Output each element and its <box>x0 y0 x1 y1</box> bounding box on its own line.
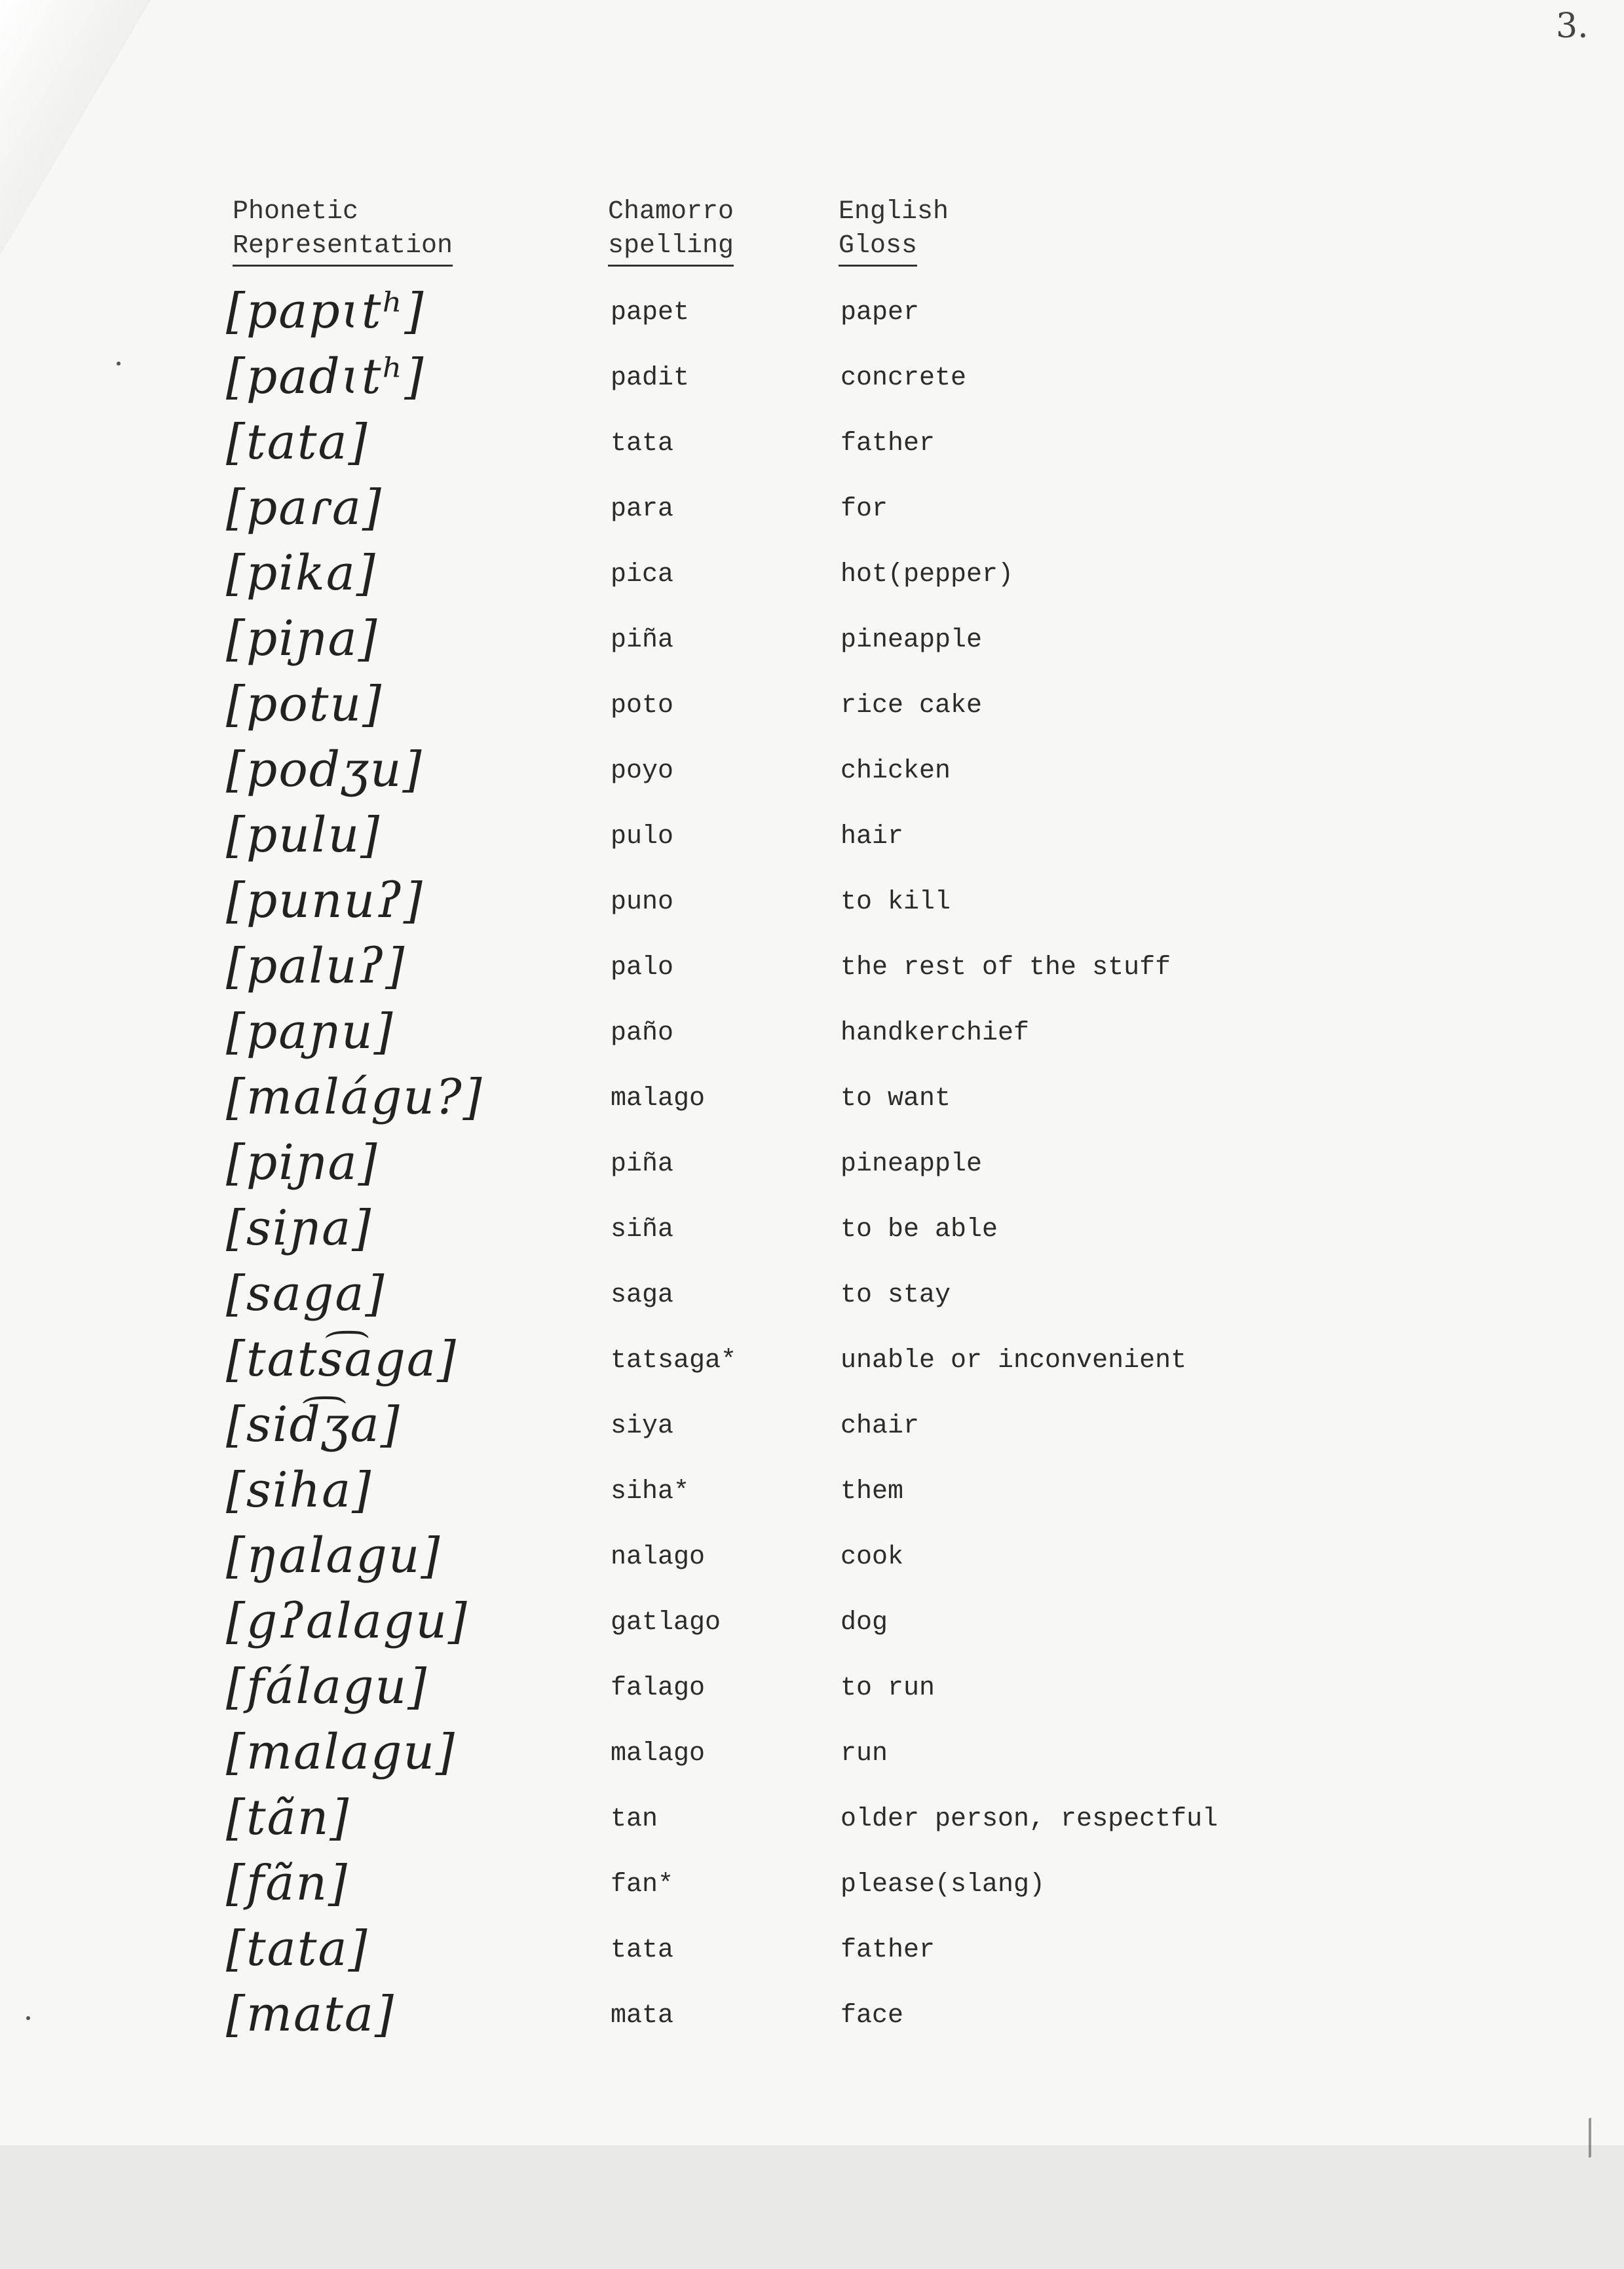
scan-bottom-band <box>0 2145 1624 2269</box>
english-cell: please(slang) <box>840 1870 1046 1900</box>
phonetic-cell: [ŋalagu] <box>226 1528 442 1584</box>
phonetic-cell: [potu] <box>226 676 383 732</box>
stray-dot <box>117 362 121 366</box>
chamorro-cell: tatsaga* <box>611 1346 737 1376</box>
english-cell: chair <box>840 1412 920 1441</box>
table-row <box>0 478 1624 544</box>
chamorro-cell: piña <box>611 626 674 655</box>
phonetic-cell: [tata] <box>226 414 369 470</box>
chamorro-cell: falago <box>611 1674 706 1703</box>
phonetic-cell: [tats͡aga] <box>226 1331 457 1387</box>
english-cell: pineapple <box>840 1150 983 1179</box>
table-row <box>0 871 1624 937</box>
chamorro-cell: piña <box>611 1150 674 1179</box>
phonetic-cell: [fálagu] <box>226 1659 428 1715</box>
table-row <box>0 740 1624 806</box>
phonetic-cell: [gʔalagu] <box>226 1593 468 1649</box>
chamorro-cell: malago <box>611 1739 706 1769</box>
table-row <box>0 1133 1624 1199</box>
header-phonetic <box>233 195 453 267</box>
chamorro-cell: tan <box>611 1805 658 1834</box>
english-cell: older person, respectful <box>840 1805 1218 1834</box>
english-cell: paper <box>840 298 920 328</box>
stray-dot <box>26 2016 30 2020</box>
chamorro-cell: malago <box>611 1084 706 1114</box>
chamorro-cell: pica <box>611 560 674 590</box>
phonetic-cell: [pika] <box>226 545 377 601</box>
chamorro-cell: nalago <box>611 1543 706 1572</box>
header-chamorro-line2: spelling <box>608 229 734 267</box>
english-cell: run <box>840 1739 888 1769</box>
phonetic-cell: [siha] <box>226 1462 373 1518</box>
chamorro-cell: saga <box>611 1281 674 1310</box>
chamorro-cell: tata <box>611 1936 674 1965</box>
phonetic-cell: [papɩtʰ] <box>226 283 425 339</box>
phonetic-cell: [saga] <box>226 1266 386 1322</box>
english-cell: to kill <box>840 888 951 917</box>
phonetic-cell: [tata] <box>226 1921 369 1977</box>
table-row <box>0 282 1624 347</box>
table-row <box>0 1264 1624 1330</box>
table-row <box>0 544 1624 609</box>
english-cell: hair <box>840 822 904 852</box>
chamorro-cell: para <box>611 495 674 524</box>
chamorro-cell: palo <box>611 953 674 983</box>
phonetic-cell: [paluʔ] <box>226 938 406 994</box>
table-row <box>0 1723 1624 1788</box>
margin-mark <box>1589 2113 1604 2158</box>
header-phonetic-line1: Phonetic <box>233 197 359 227</box>
chamorro-cell: paño <box>611 1019 674 1048</box>
page-number: 3. <box>1556 7 1589 46</box>
english-cell: to run <box>840 1674 935 1703</box>
table-row <box>0 1068 1624 1133</box>
phonetic-cell: [punuʔ] <box>226 872 424 929</box>
english-cell: dog <box>840 1608 888 1638</box>
table-row <box>0 1526 1624 1592</box>
english-cell: hot(pepper) <box>840 560 1014 590</box>
english-cell: chicken <box>840 757 951 786</box>
header-english <box>839 195 949 267</box>
table-row <box>0 937 1624 1002</box>
chamorro-cell: tata <box>611 429 674 459</box>
chamorro-cell: papet <box>611 298 690 328</box>
english-cell: father <box>840 1936 935 1965</box>
english-cell: the rest of the stuff <box>840 953 1171 983</box>
english-cell: rice cake <box>840 691 983 721</box>
english-cell: unable or inconvenient <box>840 1346 1187 1376</box>
english-cell: to stay <box>840 1281 951 1310</box>
phonetic-cell: [fãn] <box>226 1855 349 1911</box>
phonetic-cell: [tãn] <box>226 1790 350 1846</box>
english-cell: for <box>840 495 888 524</box>
phonetic-cell: [pulu] <box>226 807 381 863</box>
chamorro-cell: siña <box>611 1215 674 1245</box>
chamorro-cell: poto <box>611 691 674 721</box>
phonetic-cell: [mata] <box>226 1986 395 2042</box>
table-row <box>0 1461 1624 1526</box>
phonetic-cell: [paɲu] <box>226 1003 394 1060</box>
folded-corner <box>0 0 151 255</box>
english-cell: to be able <box>840 1215 998 1245</box>
table-row <box>0 806 1624 871</box>
phonetic-cell: [siɲa] <box>226 1200 373 1256</box>
table-row <box>0 1592 1624 1657</box>
header-english-line2: Gloss <box>839 229 917 267</box>
english-cell: cook <box>840 1543 904 1572</box>
phonetic-cell: [malagu] <box>226 1724 456 1780</box>
header-phonetic-line2: Representation <box>233 229 453 267</box>
table-row <box>0 1985 1624 2050</box>
header-chamorro <box>608 195 734 267</box>
chamorro-cell: gatlago <box>611 1608 721 1638</box>
table-row <box>0 1919 1624 1985</box>
chamorro-cell: siya <box>611 1412 674 1441</box>
table-row <box>0 1330 1624 1395</box>
table-row <box>0 1788 1624 1854</box>
table-row <box>0 1657 1624 1723</box>
chamorro-cell: puno <box>611 888 674 917</box>
phonetic-cell: [podʒu] <box>226 741 423 798</box>
table-row <box>0 413 1624 478</box>
phonetic-cell: [sid͡ʒa] <box>226 1397 401 1453</box>
phonetic-cell: [padɩtʰ] <box>226 348 425 405</box>
english-cell: to want <box>840 1084 951 1114</box>
table-row <box>0 1002 1624 1068</box>
phonetic-cell: [malágu?] <box>226 1069 483 1125</box>
chamorro-cell: padit <box>611 364 690 393</box>
chamorro-cell: mata <box>611 2001 674 2031</box>
english-cell: pineapple <box>840 626 983 655</box>
chamorro-cell: siha* <box>611 1477 690 1507</box>
table-row <box>0 1854 1624 1919</box>
english-cell: father <box>840 429 935 459</box>
chamorro-cell: pulo <box>611 822 674 852</box>
table-row <box>0 347 1624 413</box>
english-cell: handkerchief <box>840 1019 1030 1048</box>
table-row <box>0 609 1624 675</box>
table-row <box>0 675 1624 740</box>
chamorro-cell: fan* <box>611 1870 674 1900</box>
chamorro-cell: poyo <box>611 757 674 786</box>
english-cell: concrete <box>840 364 967 393</box>
english-cell: face <box>840 2001 904 2031</box>
phonetic-cell: [piɲa] <box>226 1134 379 1191</box>
phonetic-cell: [paɾa] <box>226 479 383 536</box>
english-cell: them <box>840 1477 904 1507</box>
table-row <box>0 1199 1624 1264</box>
table-row <box>0 1395 1624 1461</box>
phonetic-cell: [piɲa] <box>226 610 379 667</box>
header-chamorro-line1: Chamorro <box>608 197 734 227</box>
header-english-line1: English <box>839 197 949 227</box>
